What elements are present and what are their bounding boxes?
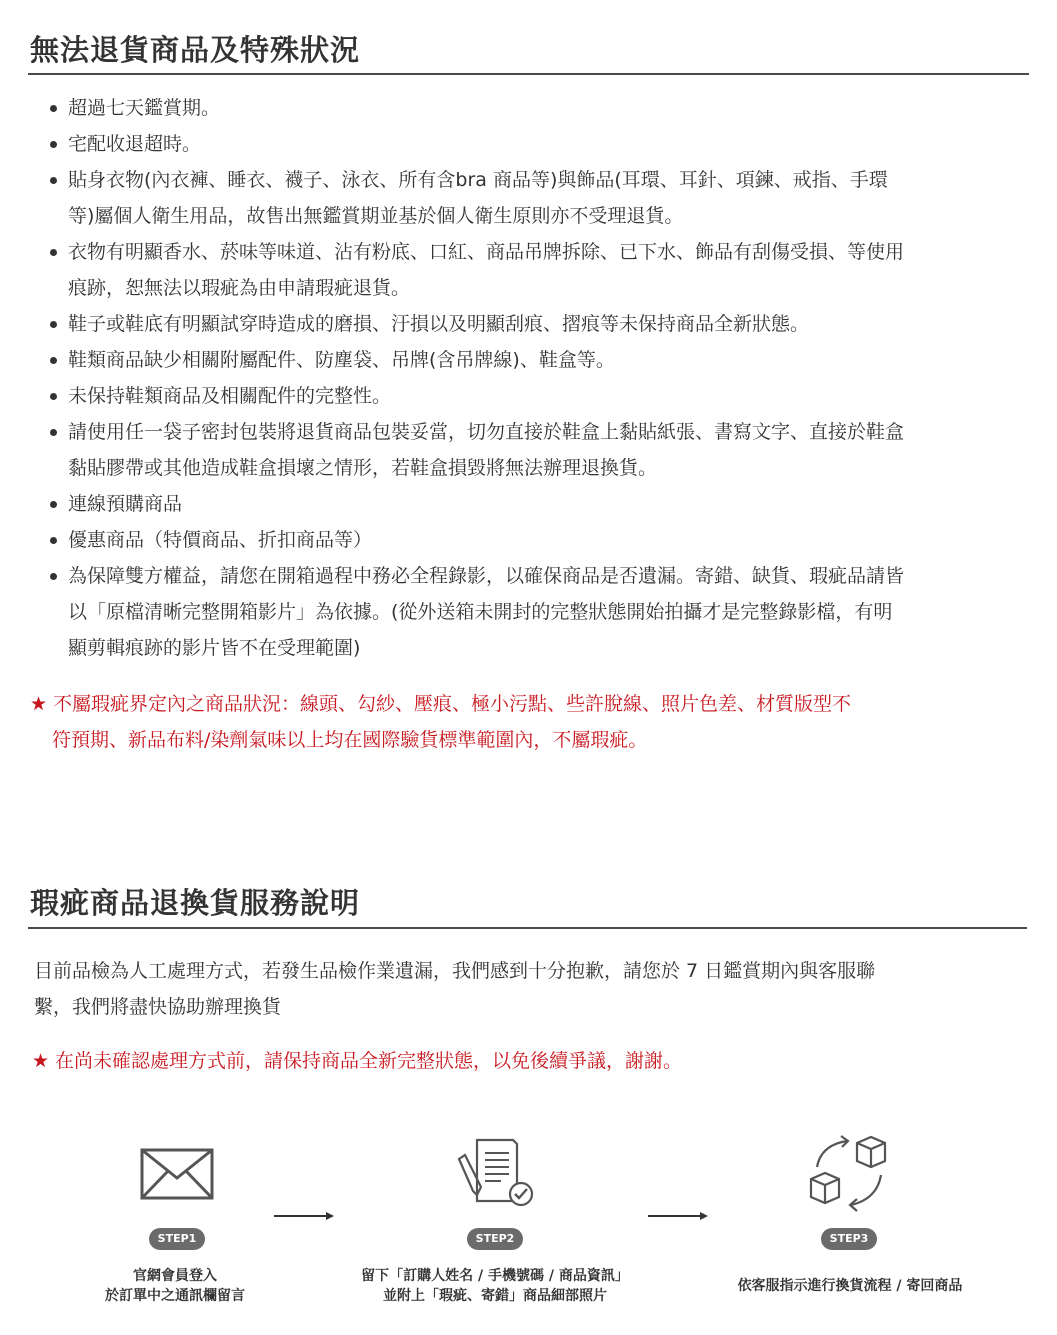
list-item: [30, 414, 1020, 486]
list-item: [30, 234, 1020, 306]
step-2-badge: STEP2: [467, 1228, 523, 1250]
step-3-line-1: 依客服指示進行換貨流程 / 寄回商品: [737, 1278, 963, 1294]
step-1-line-1: 官網會員登入: [133, 1268, 217, 1284]
box-exchange-icon: [805, 1133, 891, 1213]
arrow-right-icon: [648, 1210, 708, 1222]
list-item-line: 鞋子或鞋底有明顯試穿時造成的磨損、汙損以及明顯刮痕、摺痕等未保持商品全新狀態。: [68, 313, 810, 335]
list-item-line: 顯剪輯痕跡的影片皆不在受理範圍): [68, 637, 361, 659]
document-check-icon: [455, 1137, 537, 1209]
description-line-2: 繫，我們將盡快協助辦理換貨: [34, 996, 282, 1018]
step-2-caption: [320, 1266, 670, 1306]
non-returnable-list: [30, 90, 1020, 666]
list-item: [30, 162, 1020, 234]
list-item-line: 痕跡，恕無法以瑕疵為由申請瑕疵退貨。: [68, 277, 411, 299]
step-2-line-2: 並附上「瑕疵、寄錯」商品細部照片: [383, 1288, 607, 1304]
keep-product-notice: [32, 1043, 1022, 1079]
step-3-badge: STEP3: [821, 1228, 877, 1250]
star-icon: ★: [32, 1050, 50, 1072]
service-description: [34, 953, 994, 1025]
section-title-non-returnable: 無法退貨商品及特殊狀況: [30, 33, 361, 67]
list-item-line: 優惠商品（特價商品、折扣商品等）: [68, 529, 373, 551]
title-divider: [28, 73, 1029, 75]
list-item: [30, 522, 1020, 558]
list-item: [30, 126, 1020, 162]
description-line-1: 目前品檢為人工處理方式，若發生品檢作業遺漏，我們感到十分抱歉，請您於 7 日鑑賞期內與客服聯: [34, 960, 876, 982]
list-item-line: 黏貼膠帶或其他造成鞋盒損壞之情形，若鞋盒損毀將無法辦理退換貨。: [68, 457, 658, 479]
defect-definition-notice: [30, 686, 1020, 758]
list-item-line: 超過七天鑑賞期。: [68, 97, 221, 119]
notice-line-2: 符預期、新品布料/染劑氣味以上均在國際驗貨標準範圍內，不屬瑕疵。: [52, 729, 648, 751]
step-1-badge: STEP1: [149, 1228, 205, 1250]
list-item-line: 鞋類商品缺少相關附屬配件、防塵袋、吊牌(含吊牌線)、鞋盒等。: [68, 349, 615, 371]
list-item-line: 未保持鞋類商品及相關配件的完整性。: [68, 385, 392, 407]
step-1-line-2: 於訂單中之通訊欄留言: [105, 1288, 245, 1304]
list-item-line: 連線預購商品: [68, 493, 183, 515]
list-item: [30, 306, 1020, 342]
list-item-line: 宅配收退超時。: [68, 133, 202, 155]
star-icon: ★: [30, 693, 48, 715]
list-item: [30, 90, 1020, 126]
list-item-line: 請使用任一袋子密封包裝將退貨商品包裝妥當，切勿直接於鞋盒上黏貼紙張、書寫文字、直接於鞋盒: [68, 421, 905, 443]
step-1-caption: [60, 1266, 290, 1306]
list-item-line: 衣物有明顯香水、菸味等味道、沾有粉底、口紅、商品吊牌拆除、已下水、飾品有刮傷受損、等使用: [68, 241, 905, 263]
list-item: [30, 486, 1020, 522]
notice-text: 在尚未確認處理方式前，請保持商品全新完整狀態，以免後續爭議，謝謝。: [55, 1050, 683, 1072]
list-item-line: 貼身衣物(內衣褲、睡衣、襪子、泳衣、所有含bra 商品等)與飾品(耳環、耳針、項鍊、戒指、手環: [68, 169, 888, 191]
envelope-icon: [140, 1148, 214, 1200]
list-item-line: 為保障雙方權益，請您在開箱過程中務必全程錄影，以確保商品是否遺漏。寄錯、缺貨、瑕疵品請皆: [68, 565, 905, 587]
list-item-line: 等)屬個人衛生用品，故售出無鑑賞期並基於個人衛生原則亦不受理退貨。: [68, 205, 684, 227]
list-item: [30, 378, 1020, 414]
list-item-line: 以「原檔清晰完整開箱影片」為依據。(從外送箱未開封的完整狀態開始拍攝才是完整錄影檔，有明: [68, 601, 893, 623]
title-divider: [28, 927, 1027, 929]
step-3-caption: [700, 1276, 1000, 1296]
list-item: [30, 342, 1020, 378]
section-title-defect-service: 瑕疵商品退換貨服務說明: [30, 886, 361, 920]
list-item: [30, 558, 1020, 666]
notice-line-1: 不屬瑕疵界定內之商品狀況：線頭、勾紗、壓痕、極小污點、些許脫線、照片色差、材質版型不: [53, 693, 852, 715]
step-2-line-1: 留下「訂購人姓名 / 手機號碼 / 商品資訊」: [361, 1268, 629, 1284]
arrow-right-icon: [274, 1210, 334, 1222]
